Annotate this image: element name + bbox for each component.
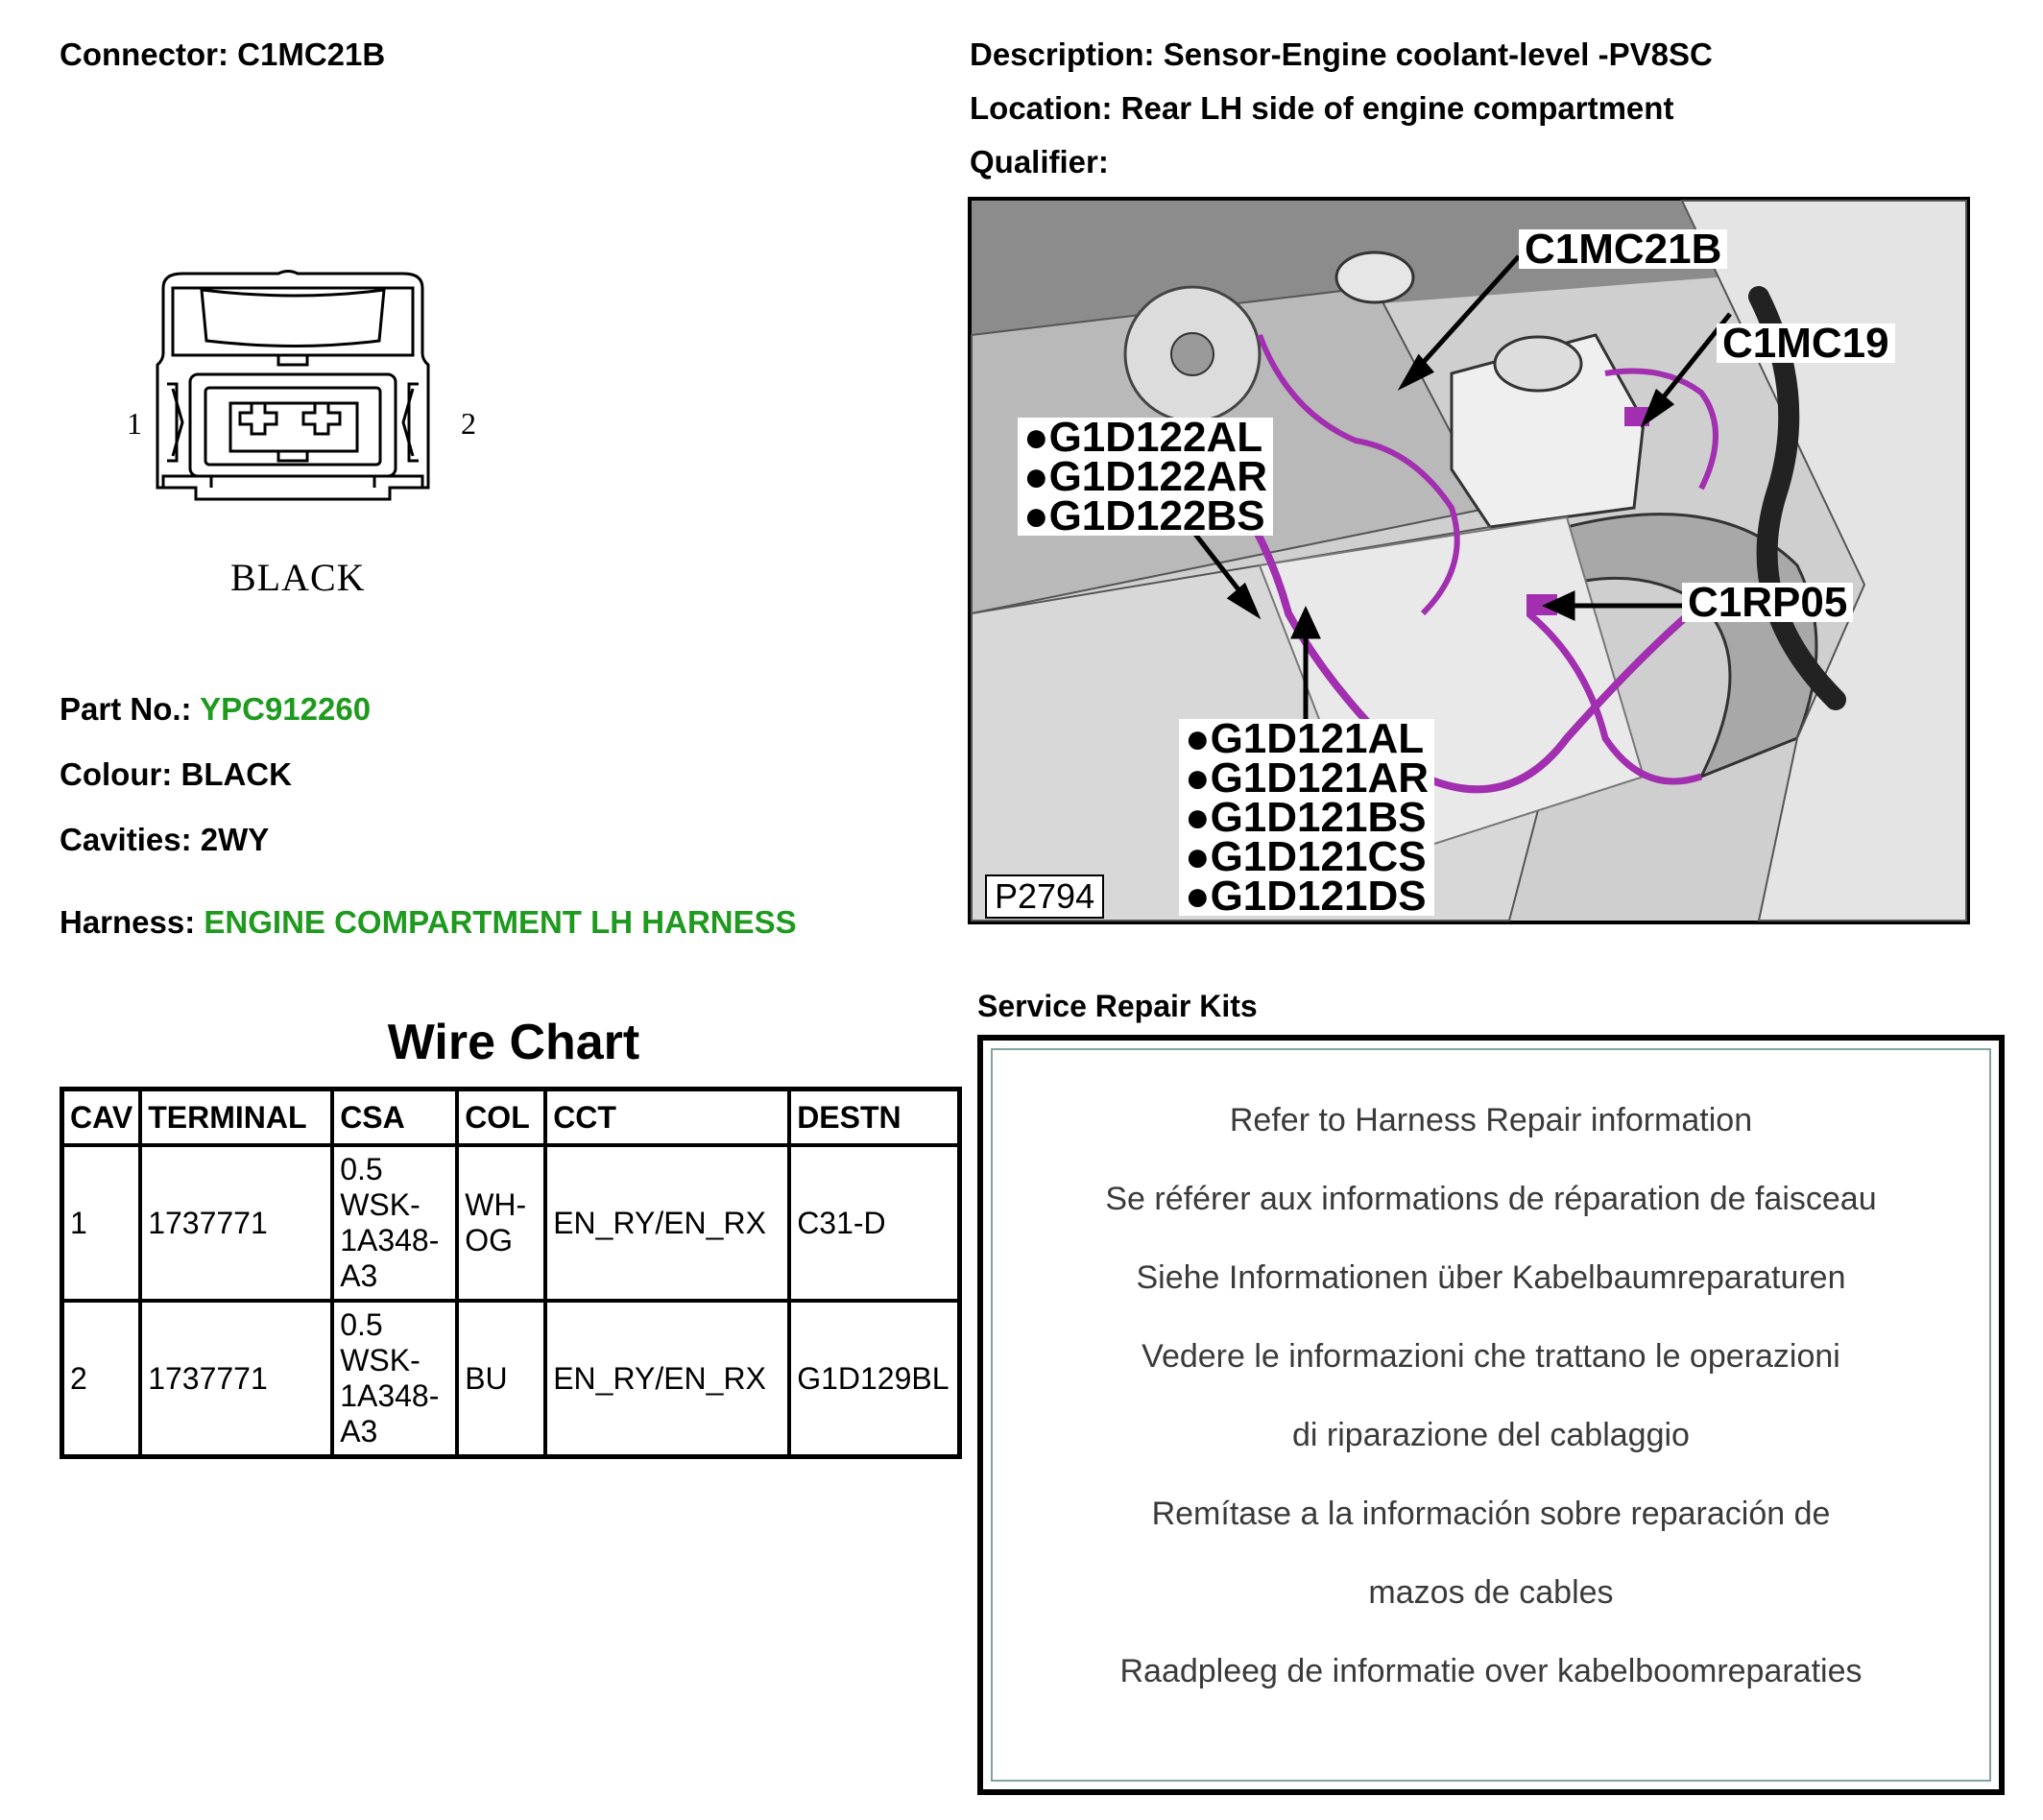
cell-cav: 2	[62, 1301, 141, 1457]
cavities-label: Cavities:	[60, 822, 192, 857]
cell-cav: 1	[62, 1145, 141, 1301]
service-repair-kits-title: Service Repair Kits	[977, 989, 1258, 1023]
table-row	[62, 1301, 960, 1457]
cell-destn: C31-D	[789, 1145, 959, 1301]
col-line: BU	[465, 1360, 508, 1396]
callout-c1mc19: C1MC19	[1717, 323, 1895, 363]
callout-line: ●G1D121DS	[1185, 873, 1427, 920]
pin-1-label: 1	[127, 406, 142, 441]
callout-line: ●G1D122BS	[1023, 492, 1265, 539]
qualifier-label: Qualifier:	[970, 144, 1109, 180]
csa-line: 0.5	[340, 1307, 383, 1342]
col-line: WH-	[465, 1187, 527, 1222]
part-number-label: Part No.:	[60, 691, 192, 727]
connector-heading	[60, 36, 385, 73]
csa-line: 1A348-	[340, 1223, 440, 1257]
callout-line: ●G1D122AL	[1023, 414, 1263, 461]
cavities-line	[60, 822, 269, 858]
cell-csa	[332, 1301, 457, 1457]
pin-2-label: 2	[461, 406, 476, 441]
callout-line: ●G1D121AL	[1185, 715, 1425, 762]
csa-line: A3	[340, 1414, 378, 1449]
csa-line: A3	[340, 1258, 378, 1293]
callout-line: ●G1D121AR	[1185, 754, 1430, 802]
wire-chart-title: Wire Chart	[387, 1015, 640, 1070]
col-header-col: COL	[457, 1090, 545, 1146]
callout-line: ●G1D122AR	[1023, 453, 1268, 500]
callout-c1mc21b: C1MC21B	[1519, 229, 1727, 269]
description-value: Sensor-Engine coolant-level -PV8SC	[1163, 36, 1713, 72]
qualifier-line	[970, 144, 1109, 180]
harness-line	[60, 904, 797, 941]
cell-csa	[332, 1145, 457, 1301]
service-repair-kits-inner	[991, 1048, 1991, 1782]
figure-id-label: P2794	[985, 874, 1104, 919]
csa-line: 1A348-	[340, 1378, 440, 1413]
harness-link[interactable]: ENGINE COMPARTMENT LH HARNESS	[204, 904, 797, 940]
table-header-row	[62, 1090, 960, 1146]
csa-line: 0.5	[340, 1152, 383, 1186]
colour-line	[60, 756, 292, 793]
engine-bay-illustration	[972, 201, 1966, 921]
csa-line: WSK-	[340, 1187, 421, 1222]
colour-label: Colour:	[60, 756, 173, 792]
col-header-destn: DESTN	[789, 1090, 959, 1146]
kit-line: mazos de cables	[1368, 1574, 1614, 1611]
cell-destn: G1D129BL	[789, 1301, 959, 1457]
harness-label: Harness:	[60, 904, 196, 940]
location-line	[970, 90, 1673, 127]
col-line: OG	[465, 1223, 513, 1257]
kit-line: Se référer aux informations de réparation de faisceau	[1105, 1181, 1877, 1217]
col-header-cct: CCT	[545, 1090, 789, 1146]
col-header-terminal: TERMINAL	[140, 1090, 332, 1146]
description-line	[970, 36, 1713, 73]
cell-col	[457, 1301, 545, 1457]
cavities-value: 2WY	[200, 822, 270, 857]
part-number-link[interactable]: YPC912260	[200, 691, 372, 727]
kit-line: Siehe Informationen über Kabelbaumreparaturen	[1136, 1259, 1846, 1296]
cell-terminal: 1737771	[140, 1301, 332, 1457]
col-header-cav: CAV	[62, 1090, 141, 1146]
cell-terminal: 1737771	[140, 1145, 332, 1301]
callout-line: ●G1D121BS	[1185, 794, 1427, 841]
location-label: Location:	[970, 90, 1113, 126]
part-number-line	[60, 691, 371, 728]
location-value: Rear LH side of engine compartment	[1120, 90, 1674, 126]
description-label: Description:	[970, 36, 1155, 72]
kit-line: Refer to Harness Repair information	[1229, 1102, 1753, 1138]
location-photo	[968, 197, 1970, 924]
kit-line: Vedere le informazioni che trattano le operazioni	[1142, 1338, 1840, 1375]
connector-label: Connector:	[60, 36, 228, 72]
service-repair-kits-box	[977, 1035, 2005, 1795]
connector-value: C1MC21B	[237, 36, 386, 72]
connector-face-diagram	[127, 269, 509, 595]
csa-line: WSK-	[340, 1343, 421, 1377]
kit-line: Raadpleeg de informatie over kabelboomreparaties	[1119, 1653, 1863, 1689]
cell-cct: EN_RY/EN_RX	[545, 1145, 789, 1301]
callout-line: ●G1D121CS	[1185, 833, 1427, 880]
kit-line: di riparazione del cablaggio	[1292, 1417, 1690, 1453]
callout-g1d122-group	[1018, 414, 1273, 539]
wire-chart-table	[60, 1087, 962, 1459]
cell-col	[457, 1145, 545, 1301]
colour-value: BLACK	[180, 756, 292, 792]
callout-g1d121-group	[1179, 715, 1434, 920]
callout-c1rp05: C1RP05	[1682, 583, 1853, 622]
table-row	[62, 1145, 960, 1301]
col-header-csa: CSA	[332, 1090, 457, 1146]
connector-colour-caption: BLACK	[230, 556, 366, 599]
cell-cct: EN_RY/EN_RX	[545, 1301, 789, 1457]
kit-line: Remítase a la información sobre reparación de	[1151, 1496, 1831, 1532]
